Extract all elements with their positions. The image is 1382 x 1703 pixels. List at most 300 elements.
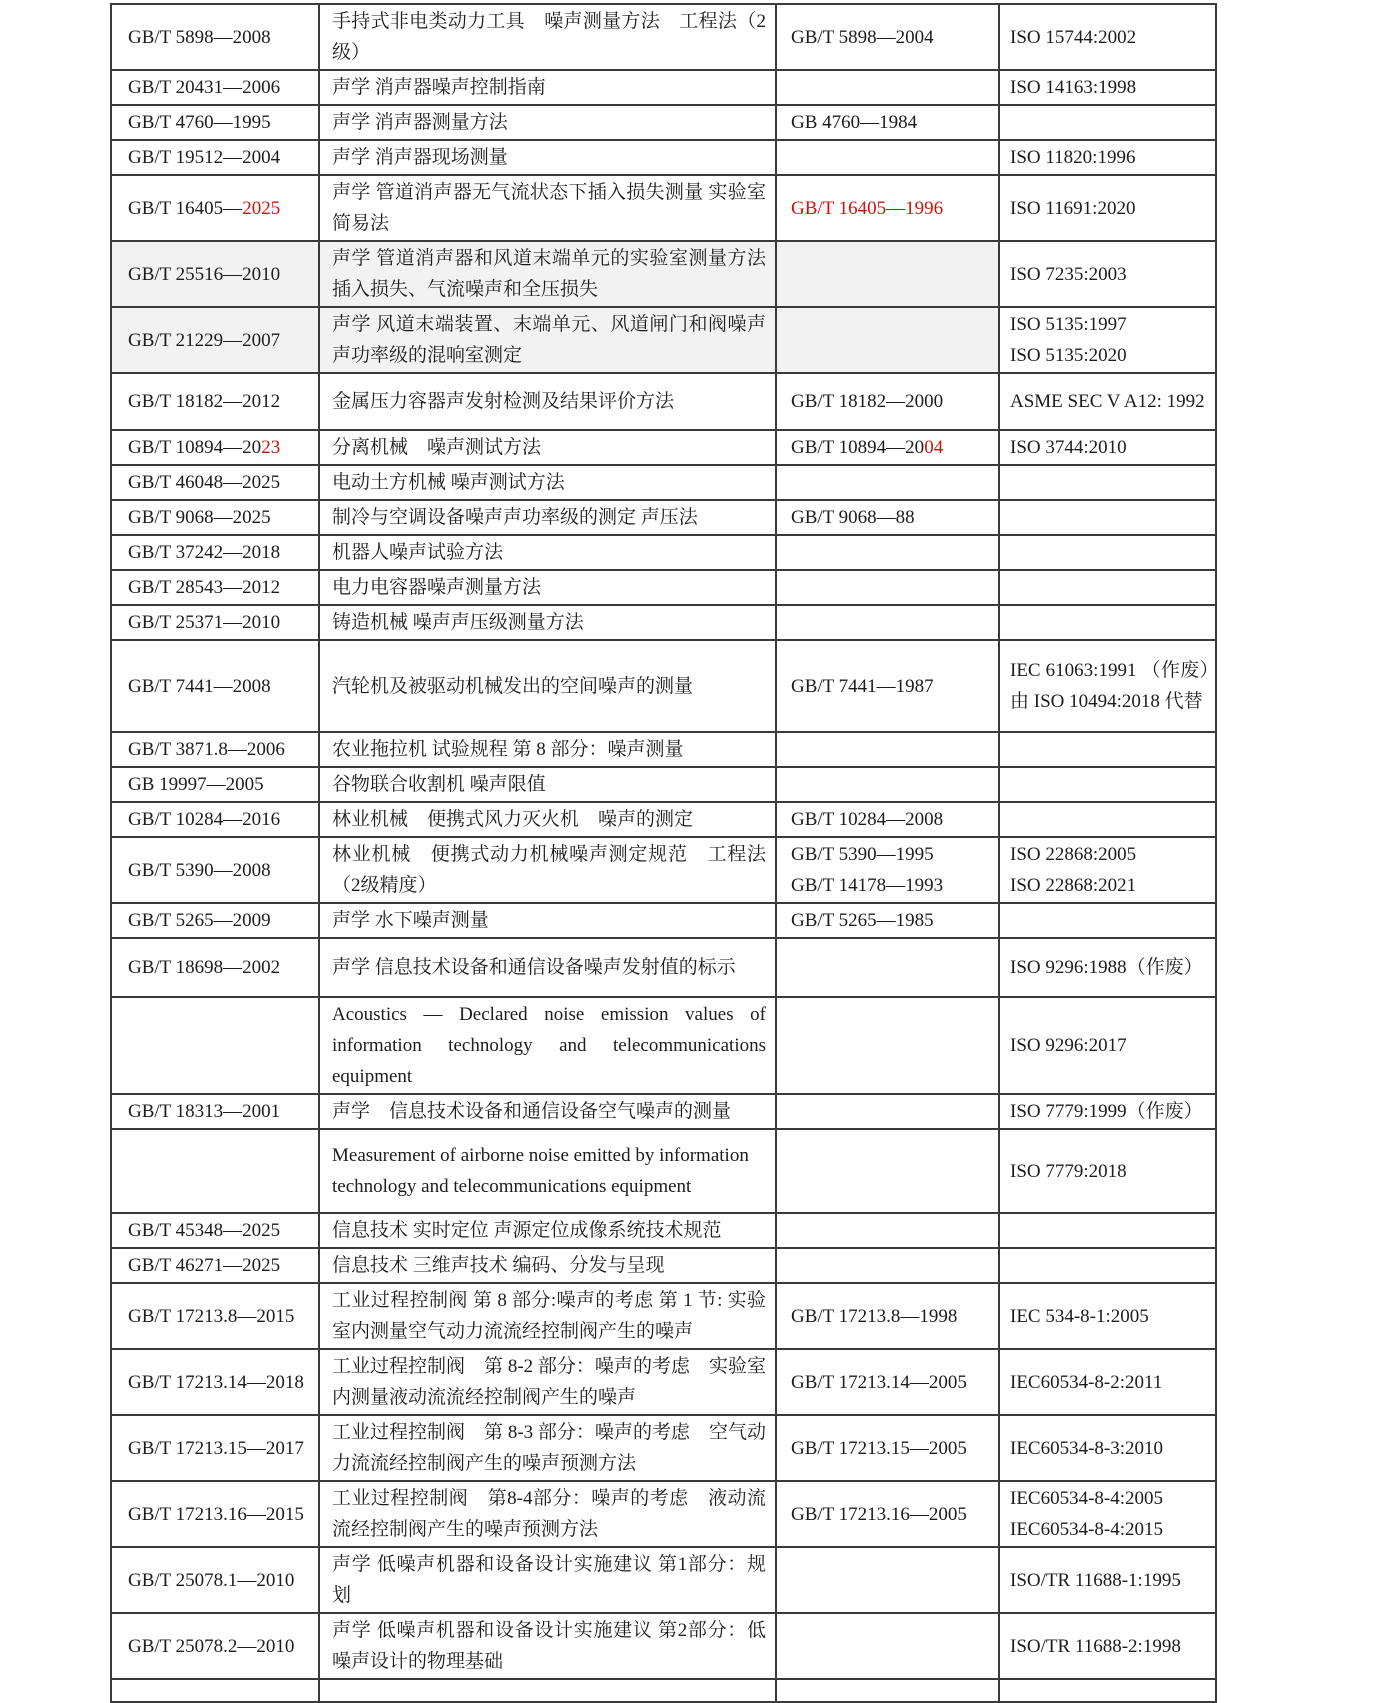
standard-text: 铸造机械 噪声声压级测量方法 <box>332 612 584 633</box>
cell-line <box>332 1483 766 1545</box>
cell-line <box>332 999 766 1092</box>
cell-line <box>128 572 314 603</box>
standard-text: 谷物联合收割机 噪声限值 <box>332 774 546 795</box>
cell-col2 <box>319 535 776 570</box>
cell-col3 <box>776 1213 999 1248</box>
table-row <box>111 4 1216 70</box>
standard-text: ISO 7779:2018 <box>1010 1160 1127 1182</box>
table-row <box>111 1613 1216 1679</box>
cell-col3 <box>776 938 999 997</box>
standard-text: GB/T 18182—2012 <box>128 391 281 412</box>
cell-col1 <box>111 1349 319 1415</box>
table-row <box>111 997 1216 1094</box>
cell-col2 <box>319 241 776 307</box>
cell-col1 <box>111 802 319 837</box>
cell-line <box>128 1367 314 1398</box>
cell-col2 <box>319 1547 776 1613</box>
standard-text: GB/T 17213.8—1998 <box>791 1305 958 1327</box>
table-row <box>111 767 1216 802</box>
standard-text: 声学 消声器测量方法 <box>332 112 508 133</box>
cell-line <box>128 72 314 103</box>
cell-col2 <box>319 997 776 1094</box>
table-row <box>111 903 1216 938</box>
cell-col3 <box>776 70 999 105</box>
cell-col2 <box>319 373 776 430</box>
standard-text: GB/T 9068—2025 <box>128 507 271 528</box>
cell-line <box>1010 259 1209 290</box>
standard-text: ISO 22868:2021 <box>1010 875 1137 896</box>
table-row <box>111 1481 1216 1547</box>
cell-line <box>791 1499 992 1530</box>
cell-line <box>791 870 992 901</box>
cell-col1 <box>111 1613 319 1679</box>
cell-col4 <box>999 465 1216 500</box>
cell-line <box>128 259 314 290</box>
cell-line <box>128 905 314 936</box>
cell-col1 <box>111 570 319 605</box>
table-row <box>111 1129 1216 1213</box>
table-row <box>111 1248 1216 1283</box>
cell-line <box>791 502 992 533</box>
cell-line <box>128 952 314 983</box>
standard-text: GB/T 7441—2008 <box>128 675 271 697</box>
cell-line <box>128 193 314 224</box>
standard-text: 制冷与空调设备噪声声功率级的测定 声压法 <box>332 507 698 528</box>
cell-col2 <box>319 903 776 938</box>
cell-line <box>332 1215 766 1246</box>
cell-line <box>1010 1301 1209 1332</box>
standard-text: GB/T 25516—2010 <box>128 263 281 285</box>
standard-text: GB/T 17213.8—2015 <box>128 1305 295 1327</box>
standard-text: IEC60534-8-2:2011 <box>1010 1371 1163 1393</box>
standard-text: GB/T 17213.15—2017 <box>128 1437 304 1459</box>
cell-line <box>128 1215 314 1246</box>
cell-line <box>332 142 766 173</box>
cell-line <box>791 193 992 224</box>
cell-line <box>1010 655 1209 717</box>
cell-line <box>791 107 992 138</box>
cell-line <box>1010 1030 1209 1061</box>
table-row <box>111 535 1216 570</box>
standard-text: 手持式非电类动力工具 噪声测量方法 工程法（2级） <box>332 11 766 63</box>
cell-line <box>1010 309 1209 340</box>
cell-line <box>128 804 314 835</box>
cell-col4 <box>999 535 1216 570</box>
cell-line <box>332 1285 766 1347</box>
table-row <box>111 1283 1216 1349</box>
cell-col1 <box>111 997 319 1094</box>
cell-line <box>791 1367 992 1398</box>
standard-text: GB/T 18313—2001 <box>128 1101 281 1122</box>
cell-col4 <box>999 4 1216 70</box>
cell-col2 <box>319 570 776 605</box>
cell-col3 <box>776 640 999 732</box>
cell-line <box>128 1631 314 1662</box>
cell-col4 <box>999 1283 1216 1349</box>
cell-line <box>1010 1565 1209 1596</box>
cell-col3 <box>776 500 999 535</box>
cell-col2 <box>319 802 776 837</box>
cell-line <box>1010 1483 1209 1514</box>
cell-col4 <box>999 1094 1216 1129</box>
table-row <box>111 70 1216 105</box>
cell-col4 <box>999 1213 1216 1248</box>
cell-line <box>128 325 314 356</box>
standard-text: 分离机械 噪声测试方法 <box>332 437 542 458</box>
cell-col4 <box>999 1349 1216 1415</box>
cell-line <box>128 142 314 173</box>
standard-text: GB/T 21229—2007 <box>128 329 281 351</box>
cell-col2 <box>319 1129 776 1213</box>
standard-text: 声学 信息技术设备和通信设备噪声发射值的标示 <box>332 957 736 978</box>
standard-text: 声学 风道末端装置、末端单元、风道闸门和阀噪声声功率级的混响室测定 <box>332 314 766 366</box>
table-row <box>111 605 1216 640</box>
cell-col4 <box>999 640 1216 732</box>
standard-text: GB/T 37242—2018 <box>128 542 281 563</box>
cell-col1 <box>111 1129 319 1213</box>
standard-text: GB/T 9068—88 <box>791 507 915 528</box>
cell-col4 <box>999 373 1216 430</box>
cell-col1 <box>111 1547 319 1613</box>
standard-text: ISO 9296:2017 <box>1010 1035 1127 1056</box>
standard-text: GB/T 10284—2008 <box>791 809 944 830</box>
cell-line <box>332 671 766 702</box>
cell-line <box>332 309 766 371</box>
table-row <box>111 802 1216 837</box>
standard-text: GB/T 25371—2010 <box>128 612 281 633</box>
cell-col1 <box>111 1679 319 1702</box>
cell-col1 <box>111 732 319 767</box>
standard-text: Measurement of airborne noise emitted by information technology and telecommunications equipment <box>332 1145 749 1197</box>
cell-line <box>128 467 314 498</box>
cell-line <box>332 804 766 835</box>
cell-line <box>791 1433 992 1464</box>
table-row <box>111 373 1216 430</box>
cell-col1 <box>111 373 319 430</box>
cell-col3 <box>776 903 999 938</box>
cell-col4 <box>999 307 1216 373</box>
standard-text: GB 4760—1984 <box>791 112 918 133</box>
cell-col3 <box>776 373 999 430</box>
standard-text: ISO 15744:2002 <box>1010 26 1137 48</box>
cell-line <box>1010 142 1209 173</box>
standard-text: GB/T 20431—2006 <box>128 77 281 98</box>
standard-text: IEC60534-8-4:2005 <box>1010 1488 1164 1509</box>
cell-line <box>332 1615 766 1677</box>
standard-text: 机器人噪声试验方法 <box>332 542 504 563</box>
standard-text: ISO/TR 11688-1:1995 <box>1010 1569 1181 1591</box>
cell-line <box>1010 1433 1209 1464</box>
cell-line <box>332 6 766 68</box>
standard-text: GB/T 17213.16—2015 <box>128 1503 304 1525</box>
table-row <box>111 837 1216 903</box>
cell-line <box>332 1250 766 1281</box>
cell-line <box>332 1351 766 1413</box>
cell-line <box>791 386 992 417</box>
standard-text: 电动土方机械 噪声测试方法 <box>332 472 565 493</box>
cell-col4 <box>999 732 1216 767</box>
standard-text: GB/T 5898—2004 <box>791 26 934 48</box>
cell-col2 <box>319 640 776 732</box>
standard-text: GB/T 7441—1987 <box>791 675 934 697</box>
cell-col2 <box>319 500 776 535</box>
cell-col3 <box>776 997 999 1094</box>
standard-text: ISO 7779:1999（作废） <box>1010 1101 1203 1122</box>
cell-line <box>128 1433 314 1464</box>
cell-col2 <box>319 1213 776 1248</box>
standard-text: 汽轮机及被驱动机械发出的空间噪声的测量 <box>332 675 694 697</box>
standard-text: GB/T 5390—2008 <box>128 859 271 881</box>
cell-col3 <box>776 570 999 605</box>
cell-line <box>332 607 766 638</box>
cell-col1 <box>111 105 319 140</box>
standard-text: ISO 11820:1996 <box>1010 147 1136 168</box>
cell-col2 <box>319 767 776 802</box>
standard-text: GB/T 25078.2—2010 <box>128 1635 295 1657</box>
standard-text: 农业拖拉机 试验规程 第 8 部分：噪声测量 <box>332 739 684 760</box>
cell-line <box>791 22 992 53</box>
revised-standard-text: 23 <box>261 437 281 458</box>
cell-line <box>332 467 766 498</box>
table-row <box>111 570 1216 605</box>
cell-col4 <box>999 70 1216 105</box>
cell-col4 <box>999 903 1216 938</box>
cell-col4 <box>999 605 1216 640</box>
cell-col3 <box>776 767 999 802</box>
standard-text: GB/T 10894—20 <box>128 437 262 458</box>
table-row <box>111 175 1216 241</box>
cell-line <box>128 107 314 138</box>
cell-col1 <box>111 1213 319 1248</box>
standards-table-body <box>111 4 1216 1702</box>
cell-line <box>332 537 766 568</box>
cell-line <box>1010 386 1209 417</box>
cell-line <box>1010 870 1209 901</box>
standard-text: 信息技术 三维声技术 编码、分发与呈现 <box>332 1255 665 1276</box>
standard-text: ISO 3744:2010 <box>1010 437 1127 458</box>
cell-col1 <box>111 465 319 500</box>
cell-line <box>128 502 314 533</box>
cell-line <box>1010 952 1209 983</box>
cell-line <box>1010 22 1209 53</box>
cell-col1 <box>111 140 319 175</box>
table-row <box>111 465 1216 500</box>
cell-col1 <box>111 500 319 535</box>
cell-col3 <box>776 1679 999 1702</box>
cell-col4 <box>999 175 1216 241</box>
standard-text: GB/T 25078.1—2010 <box>128 1569 295 1591</box>
cell-line <box>1010 1096 1209 1127</box>
cell-col2 <box>319 1248 776 1283</box>
cell-col3 <box>776 307 999 373</box>
table-row <box>111 307 1216 373</box>
cell-col1 <box>111 938 319 997</box>
cell-col1 <box>111 640 319 732</box>
standard-text: ISO 14163:1998 <box>1010 77 1137 98</box>
cell-line <box>332 386 766 417</box>
cell-col2 <box>319 1349 776 1415</box>
table-row <box>111 430 1216 465</box>
cell-col2 <box>319 732 776 767</box>
cell-col3 <box>776 140 999 175</box>
cell-col2 <box>319 307 776 373</box>
cell-col3 <box>776 535 999 570</box>
standard-text: GB/T 4760—1995 <box>128 112 271 133</box>
standard-text: IEC 61063:1991 （作废）由 ISO 10494:2018 代替 <box>1010 660 1209 712</box>
cell-line <box>128 769 314 800</box>
standard-text: GB/T 28543—2012 <box>128 577 281 598</box>
cell-col3 <box>776 430 999 465</box>
cell-line <box>332 177 766 239</box>
cell-col3 <box>776 1613 999 1679</box>
standard-text: ISO 22868:2005 <box>1010 844 1137 865</box>
standard-text: 声学 信息技术设备和通信设备空气噪声的测量 <box>332 1101 732 1122</box>
cell-col4 <box>999 767 1216 802</box>
cell-col2 <box>319 605 776 640</box>
cell-col3 <box>776 1481 999 1547</box>
table-row <box>111 241 1216 307</box>
cell-col4 <box>999 1248 1216 1283</box>
cell-line <box>1010 72 1209 103</box>
cell-col4 <box>999 997 1216 1094</box>
standard-text: IEC60534-8-3:2010 <box>1010 1437 1164 1459</box>
standard-text: 工业过程控制阀 第 8-2 部分：噪声的考虑 实验室内测量液动流流经控制阀产生的噪声 <box>332 1356 766 1408</box>
standard-text: ISO 11691:2020 <box>1010 197 1136 219</box>
cell-line <box>1010 340 1209 371</box>
table-row <box>111 140 1216 175</box>
cell-line <box>332 769 766 800</box>
cell-col1 <box>111 241 319 307</box>
cell-col2 <box>319 430 776 465</box>
cell-line <box>1010 432 1209 463</box>
cell-col4 <box>999 140 1216 175</box>
cell-line <box>128 1096 314 1127</box>
standard-text: 声学 低噪声机器和设备设计实施建议 第1部分：规划 <box>332 1554 766 1606</box>
cell-line <box>791 671 992 702</box>
cell-line <box>332 1549 766 1611</box>
cell-col2 <box>319 105 776 140</box>
standard-text: GB/T 46271—2025 <box>128 1255 281 1276</box>
cell-line <box>128 432 314 463</box>
cell-col4 <box>999 570 1216 605</box>
cell-col1 <box>111 837 319 903</box>
cell-col2 <box>319 1613 776 1679</box>
cell-line <box>128 537 314 568</box>
cell-line <box>332 952 766 983</box>
standard-text: ISO 5135:2020 <box>1010 345 1127 366</box>
cell-line <box>332 572 766 603</box>
standard-text: GB/T 3871.8—2006 <box>128 739 285 760</box>
table-row <box>111 938 1216 997</box>
cell-col2 <box>319 1094 776 1129</box>
cell-col2 <box>319 837 776 903</box>
cell-line <box>128 1499 314 1530</box>
cell-line <box>332 905 766 936</box>
standards-table <box>110 3 1217 1703</box>
standard-text: 信息技术 实时定位 声源定位成像系统技术规范 <box>332 1220 722 1241</box>
cell-col1 <box>111 1481 319 1547</box>
cell-line <box>1010 839 1209 870</box>
standard-text: 工业过程控制阀 第8-4部分：噪声的考虑 液动流流经控制阀产生的噪声预测方法 <box>332 1488 766 1540</box>
cell-col2 <box>319 938 776 997</box>
cell-line <box>128 1250 314 1281</box>
cell-col2 <box>319 1679 776 1702</box>
standard-text: GB/T 45348—2025 <box>128 1220 281 1241</box>
standard-text: GB/T 17213.15—2005 <box>791 1437 967 1459</box>
table-row <box>111 105 1216 140</box>
cell-col4 <box>999 1415 1216 1481</box>
revised-standard-text: GB/T 16405—1996 <box>791 197 944 219</box>
cell-col3 <box>776 175 999 241</box>
cell-line <box>332 1417 766 1479</box>
standard-text: IEC 534-8-1:2005 <box>1010 1305 1149 1327</box>
cell-col1 <box>111 307 319 373</box>
cell-col2 <box>319 70 776 105</box>
cell-col3 <box>776 802 999 837</box>
cell-line <box>332 107 766 138</box>
cell-col3 <box>776 241 999 307</box>
cell-col4 <box>999 802 1216 837</box>
standard-text: 声学 消声器现场测量 <box>332 147 508 168</box>
standard-text: GB/T 19512—2004 <box>128 147 281 168</box>
standard-text: ISO 9296:1988（作废） <box>1010 957 1203 978</box>
cell-col2 <box>319 1283 776 1349</box>
standard-text: GB 19997—2005 <box>128 774 264 795</box>
standard-text: 声学 水下噪声测量 <box>332 910 489 931</box>
cell-line <box>128 671 314 702</box>
standard-text: 工业过程控制阀 第 8 部分:噪声的考虑 第 1 节: 实验室内测量空气动力流流经控制阀产生的噪声 <box>332 1290 766 1342</box>
cell-line <box>332 734 766 765</box>
cell-col2 <box>319 1415 776 1481</box>
standard-text: 声学 低噪声机器和设备设计实施建议 第2部分：低噪声设计的物理基础 <box>332 1620 766 1672</box>
standard-text: 声学 管道消声器无气流状态下插入损失测量 实验室简易法 <box>332 182 766 234</box>
standard-text: GB/T 14178—1993 <box>791 875 944 896</box>
standard-text: IEC60534-8-4:2015 <box>1010 1519 1164 1540</box>
standard-text: GB/T 18182—2000 <box>791 391 944 412</box>
cell-col2 <box>319 4 776 70</box>
cell-col4 <box>999 1613 1216 1679</box>
cell-col1 <box>111 767 319 802</box>
table-row <box>111 1679 1216 1702</box>
standard-text: ISO 7235:2003 <box>1010 263 1127 285</box>
cell-col2 <box>319 140 776 175</box>
cell-col3 <box>776 1415 999 1481</box>
table-row <box>111 732 1216 767</box>
cell-col3 <box>776 837 999 903</box>
standard-text: ASME SEC V A12: 1992 <box>1010 391 1205 412</box>
cell-col3 <box>776 1283 999 1349</box>
standard-text: GB/T 5898—2008 <box>128 26 271 48</box>
table-row <box>111 1349 1216 1415</box>
cell-line <box>128 386 314 417</box>
cell-col1 <box>111 605 319 640</box>
standard-text: GB/T 10284—2016 <box>128 809 281 830</box>
cell-line <box>128 734 314 765</box>
standard-text: GB/T 18698—2002 <box>128 957 281 978</box>
standard-text: 金属压力容器声发射检测及结果评价方法 <box>332 391 675 412</box>
cell-line <box>128 855 314 886</box>
cell-line <box>1010 1631 1209 1662</box>
cell-col2 <box>319 1481 776 1547</box>
standard-text: GB/T 5265—2009 <box>128 910 271 931</box>
cell-line <box>1010 193 1209 224</box>
cell-col1 <box>111 1415 319 1481</box>
cell-line <box>791 839 992 870</box>
cell-col4 <box>999 1129 1216 1213</box>
standard-text: 工业过程控制阀 第 8-3 部分：噪声的考虑 空气动力流流经控制阀产生的噪声预测方法 <box>332 1422 766 1474</box>
standard-text: 林业机械 便携式风力灭火机 噪声的测定 <box>332 809 694 830</box>
cell-line <box>332 72 766 103</box>
